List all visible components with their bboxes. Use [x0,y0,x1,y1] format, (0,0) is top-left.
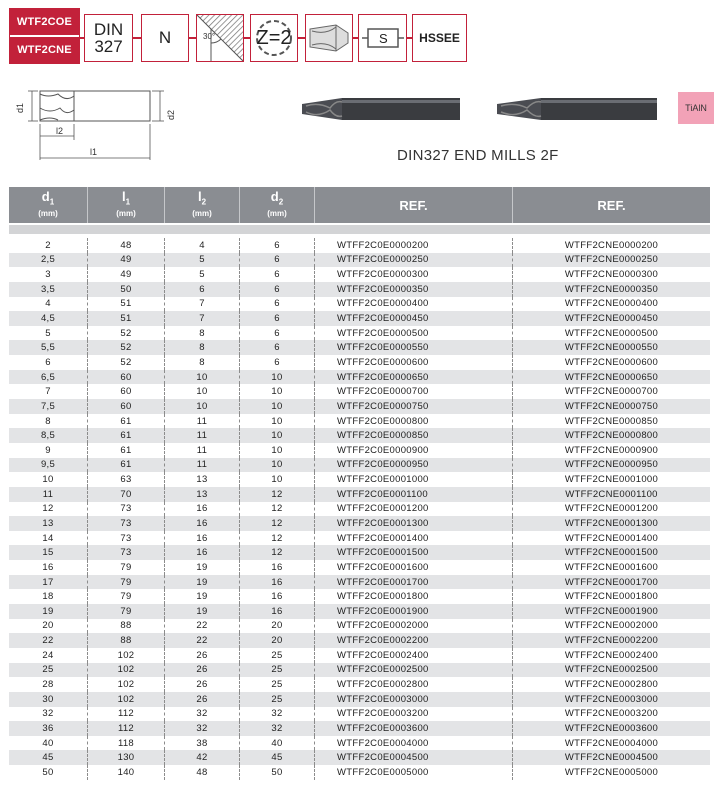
table-cell: 6 [240,355,315,370]
table-cell: 40 [240,736,315,751]
table-cell: WTFF2CNE0004500 [564,752,659,764]
table-cell: WTFF2C0E0001600 [315,560,513,575]
table-cell: 26 [165,677,240,692]
table-row [9,238,710,253]
table-row [9,399,710,414]
table-header [9,187,710,223]
table-cell: 60 [88,370,165,385]
table-cell: 28 [9,677,88,692]
svg-text:l1: l1 [90,147,98,157]
table-cell: 79 [88,589,165,604]
table-body [9,238,710,780]
table-cell: 51 [88,311,165,326]
col-l2: $l_2$ (mm) [165,187,240,223]
table-cell: 63 [88,472,165,487]
col-d1: $d_1$ (mm) [9,187,88,223]
table-cell: 16 [240,560,315,575]
table-cell: 10 [240,458,315,473]
table-cell: 12 [240,502,315,517]
table-cell: 73 [88,545,165,560]
table-cell: WTFF2C0E0001400 [315,531,513,546]
table-row [9,531,710,546]
table-cell: 130 [88,750,165,765]
table-cell: 73 [88,531,165,546]
table-row [9,267,710,282]
table-cell: 16 [240,589,315,604]
col-ref-coe: REF. [315,187,513,223]
table-cell: WTFF2CNE0004000 [564,737,659,749]
end-mill-photo-cne [497,92,657,126]
table-row [9,604,710,619]
table-cell: WTFF2CNE0001800 [564,591,659,603]
table-cell: WTFF2CNE0000750 [564,400,659,412]
table-cell: 10 [240,384,315,399]
table-cell: 102 [88,692,165,707]
table-cell: 6 [165,282,240,297]
table-cell: WTFF2C0E0002000 [315,619,513,634]
table-cell: 50 [88,282,165,297]
connector [133,37,141,39]
table-cell: 25 [240,648,315,663]
table-cell: 19 [9,604,88,619]
table-cell: 73 [88,502,165,517]
table-cell: 10 [240,399,315,414]
table-cell: 48 [88,238,165,253]
table-cell: WTFF2C0E0002400 [315,648,513,663]
table-cell: 12 [240,531,315,546]
table-cell: 16 [9,560,88,575]
table-cell: WTFF2C0E0005000 [315,765,513,780]
table-cell: WTFF2C0E0000350 [315,282,513,297]
table-row [9,589,710,604]
product-title: DIN327 END MILLS 2F [397,147,559,164]
table-cell: 5,5 [9,340,88,355]
table-cell: WTFF2CNE0001200 [564,503,659,515]
table-cell: 10 [165,370,240,385]
table-cell: WTFF2CNE0000350 [564,283,659,295]
cutting-edge-icon [306,15,352,61]
table-cell: 11 [165,414,240,429]
table-cell: 7 [165,311,240,326]
table-cell: WTFF2CNE0002800 [564,679,659,691]
table-cell: 22 [165,633,240,648]
table-cell: WTFF2C0E0000900 [315,443,513,458]
table-cell: WTFF2C0E0002200 [315,633,513,648]
table-cell: 20 [240,633,315,648]
table-cell: WTFF2C0E0000750 [315,399,513,414]
table-cell: 73 [88,516,165,531]
table-cell: WTFF2CNE0000800 [564,430,659,442]
type-badge: N [141,14,189,62]
svg-text:d2: d2 [166,109,176,120]
table-cell: 5 [9,326,88,341]
table-row [9,428,710,443]
table-cell: 22 [165,619,240,634]
table-cell: 32 [165,707,240,722]
table-cell: WTFF2C0E0000700 [315,384,513,399]
table-row [9,487,710,502]
table-cell: 61 [88,414,165,429]
table-cell: WTFF2CNE0001500 [564,547,659,559]
coating-badge: TiAlN [678,92,714,124]
helix-angle-icon [197,15,243,61]
table-cell: 16 [240,575,315,590]
table-cell: 22 [9,633,88,648]
table-cell: 25 [9,663,88,678]
table-cell: WTFF2CNE0000200 [564,239,659,251]
table-cell: 4 [9,297,88,312]
table-cell: 20 [9,619,88,634]
table-cell: 79 [88,560,165,575]
table-row [9,765,710,780]
table-row [9,545,710,560]
table-cell: 7,5 [9,399,88,414]
table-cell: WTFF2CNE0001000 [564,474,659,486]
cut-type-badge [305,14,353,62]
table-row [9,750,710,765]
table-cell: 25 [240,663,315,678]
table-cell: 48 [165,765,240,780]
table-cell: 32 [240,707,315,722]
table-cell: WTFF2CNE0000850 [564,415,659,427]
table-row [9,297,710,312]
svg-text:30°: 30° [203,32,216,41]
table-cell: WTFF2C0E0004500 [315,750,513,765]
table-cell: WTFF2CNE0002000 [564,620,659,632]
table-cell: 70 [88,487,165,502]
table-cell: 50 [240,765,315,780]
table-cell: 19 [165,589,240,604]
table-cell: WTFF2C0E0003200 [315,707,513,722]
table-cell: 9,5 [9,458,88,473]
table-cell: 17 [9,575,88,590]
table-cell: 8 [9,414,88,429]
table-cell: 102 [88,648,165,663]
table-cell: WTFF2CNE0000500 [564,327,659,339]
table-cell: 118 [88,736,165,751]
table-cell: WTFF2C0E0002500 [315,663,513,678]
table-row [9,721,710,736]
table-cell: 10 [240,472,315,487]
table-cell: 30 [9,692,88,707]
table-cell: WTFF2CNE0000550 [564,342,659,354]
table-row [9,633,710,648]
table-cell: 26 [165,692,240,707]
table-cell: 38 [165,736,240,751]
table-cell: WTFF2C0E0000550 [315,340,513,355]
table-cell: WTFF2C0E0000200 [315,238,513,253]
table-cell: WTFF2C0E0001800 [315,589,513,604]
table-cell: 88 [88,619,165,634]
table-row [9,370,710,385]
table-cell: 8 [165,326,240,341]
table-cell: 79 [88,604,165,619]
table-cell: WTFF2CNE0003600 [564,722,659,734]
table-cell: 10 [165,399,240,414]
table-cell: 6 [240,282,315,297]
table-cell: 24 [9,648,88,663]
table-cell: WTFF2C0E0000800 [315,414,513,429]
table-cell: 50 [9,765,88,780]
table-cell: 3 [9,267,88,282]
table-cell: 3,5 [9,282,88,297]
table-cell: WTFF2CNE0001100 [565,488,658,500]
table-cell: WTFF2C0E0003600 [315,721,513,736]
code-coe: WTF2COE [10,9,79,37]
table-cell: 10 [240,370,315,385]
end-mill-photo-coe [302,92,460,126]
table-cell: 16 [165,516,240,531]
table-row [9,443,710,458]
table-cell: 6 [240,238,315,253]
table-cell: 51 [88,297,165,312]
table-cell: WTFF2CNE0000900 [564,444,659,456]
table-cell: WTFF2C0E0000250 [315,253,513,268]
table-row [9,253,710,268]
table-cell: 45 [240,750,315,765]
table-cell: WTFF2CNE0000250 [564,254,659,266]
table-cell: WTFF2C0E0000950 [315,458,513,473]
table-cell: WTFF2CNE0001600 [564,561,659,573]
end-mill-diagram [8,88,188,168]
table-cell: WTFF2CNE0000450 [564,313,659,325]
table-cell: 112 [88,721,165,736]
table-cell: 10 [240,428,315,443]
table-cell: 32 [240,721,315,736]
table-cell: 16 [165,545,240,560]
table-cell: 11 [165,443,240,458]
svg-text:d1: d1 [15,102,25,113]
shank-badge [358,14,407,62]
table-cell: 52 [88,340,165,355]
table-row [9,311,710,326]
table-cell: 11 [165,428,240,443]
table-cell: 19 [165,560,240,575]
table-cell: 10 [9,472,88,487]
table-cell: 8 [165,355,240,370]
table-cell: WTFF2C0E0000650 [315,370,513,385]
table-cell: WTFF2C0E0000500 [315,326,513,341]
table-cell: 52 [88,326,165,341]
header-gap-band [9,225,710,234]
table-cell: 61 [88,428,165,443]
shank-icon [360,15,406,61]
table-cell: WTFF2C0E0001500 [315,545,513,560]
table-cell: WTFF2C0E0000600 [315,355,513,370]
table-row [9,355,710,370]
helix-angle-badge [196,14,244,62]
table-cell: WTFF2CNE0000700 [564,386,659,398]
table-cell: 42 [165,750,240,765]
table-cell: 26 [165,663,240,678]
table-cell: 25 [240,677,315,692]
table-cell: 13 [165,487,240,502]
code-cne: WTF2CNE [10,37,79,63]
table-cell: WTFF2C0E0001300 [315,516,513,531]
table-row [9,707,710,722]
table-cell: 61 [88,443,165,458]
table-cell: 6 [9,355,88,370]
table-cell: 25 [240,692,315,707]
table-cell: 19 [165,604,240,619]
table-cell: WTFF2C0E0004000 [315,736,513,751]
col-ref-cne: REF. [597,197,626,213]
table-cell: 9 [9,443,88,458]
table-cell: 6,5 [9,370,88,385]
table-cell: 140 [88,765,165,780]
table-row [9,736,710,751]
table-cell: 49 [88,267,165,282]
table-cell: 12 [240,487,315,502]
table-cell: 6 [240,297,315,312]
standard-badge: DIN 327 [84,14,133,62]
table-cell: WTFF2C0E0001100 [315,487,513,502]
table-cell: 79 [88,575,165,590]
table-cell: 49 [88,253,165,268]
table-cell: WTFF2CNE0000400 [564,298,659,310]
table-cell: 11 [165,458,240,473]
table-cell: 12 [240,516,315,531]
table-cell: 60 [88,384,165,399]
table-cell: WTFF2CNE0005000 [564,766,659,778]
table-cell: WTFF2CNE0000300 [564,269,659,281]
table-cell: 5 [165,253,240,268]
table-cell: 19 [165,575,240,590]
table-row [9,692,710,707]
table-cell: WTFF2CNE0000650 [564,371,659,383]
table-row [9,677,710,692]
table-row [9,663,710,678]
col-l1: $l_1$ (mm) [88,187,165,223]
table-cell: 15 [9,545,88,560]
table-cell: 102 [88,677,165,692]
table-cell: WTFF2C0E0000400 [315,297,513,312]
table-cell: WTFF2C0E0000850 [315,428,513,443]
table-cell: WTFF2CNE0000600 [564,356,659,368]
table-cell: 32 [165,721,240,736]
connector [189,37,196,39]
table-row [9,575,710,590]
svg-text:l2: l2 [56,126,64,136]
table-cell: 52 [88,355,165,370]
table-cell: 32 [9,707,88,722]
table-cell: WTFF2CNE0001300 [564,517,659,529]
table-cell: 61 [88,458,165,473]
table-cell: 16 [240,604,315,619]
table-cell: 6 [240,326,315,341]
table-cell: 10 [240,443,315,458]
table-cell: WTFF2C0E0002800 [315,677,513,692]
table-cell: 16 [165,531,240,546]
table-cell: 16 [165,502,240,517]
table-cell: 6 [240,267,315,282]
flutes-badge: Z=2 [250,14,298,62]
table-cell: WTFF2C0E0001900 [315,604,513,619]
table-cell: WTFF2CNE0002400 [564,649,659,661]
table-cell: 10 [240,414,315,429]
table-cell: 4 [165,238,240,253]
table-cell: WTFF2C0E0000300 [315,267,513,282]
table-row [9,472,710,487]
table-cell: WTFF2CNE0001400 [564,532,659,544]
table-cell: 12 [240,545,315,560]
table-cell: WTFF2CNE0000950 [564,459,659,471]
table-cell: WTFF2CNE0002500 [564,664,659,676]
table-row [9,516,710,531]
table-cell: 60 [88,399,165,414]
table-cell: 102 [88,663,165,678]
table-row [9,384,710,399]
table-cell: 18 [9,589,88,604]
table-cell: 8,5 [9,428,88,443]
product-code-badge [9,8,80,64]
table-cell: 8 [165,340,240,355]
table-cell: 6 [240,340,315,355]
table-cell: WTFF2C0E0001700 [315,575,513,590]
table-cell: 26 [165,648,240,663]
table-cell: 2,5 [9,253,88,268]
table-cell: 6 [240,253,315,268]
table-cell: 40 [9,736,88,751]
table-cell: 45 [9,750,88,765]
table-row [9,414,710,429]
col-d2: $d_2$ (mm) [240,187,315,223]
table-cell: 2 [9,238,88,253]
table-cell: 5 [165,267,240,282]
table-cell: WTFF2CNE0003200 [564,708,659,720]
table-cell: 36 [9,721,88,736]
table-row [9,560,710,575]
material-badge: HSSEE [412,14,467,62]
table-cell: 7 [9,384,88,399]
table-row [9,340,710,355]
table-cell: WTFF2CNE0002200 [564,635,659,647]
table-cell: WTFF2CNE0003000 [564,693,659,705]
table-cell: WTFF2C0E0001000 [315,472,513,487]
table-cell: 13 [165,472,240,487]
table-row [9,282,710,297]
table-row [9,648,710,663]
table-cell: WTFF2C0E0001200 [315,502,513,517]
table-cell: 13 [9,516,88,531]
table-cell: WTFF2C0E0000450 [315,311,513,326]
table-cell: 112 [88,707,165,722]
table-cell: WTFF2CNE0001900 [564,605,659,617]
table-cell: 11 [9,487,88,502]
table-cell: 4,5 [9,311,88,326]
table-cell: 7 [165,297,240,312]
table-cell: 12 [9,502,88,517]
table-cell: WTFF2CNE0001700 [564,576,659,588]
table-row [9,619,710,634]
table-cell: 10 [165,384,240,399]
connector [298,37,305,39]
table-cell: 88 [88,633,165,648]
table-cell: 6 [240,311,315,326]
table-row [9,458,710,473]
table-row [9,502,710,517]
svg-text:S: S [378,31,388,46]
table-cell: 14 [9,531,88,546]
table-cell: WTFF2C0E0003000 [315,692,513,707]
table-cell: 20 [240,619,315,634]
table-row [9,326,710,341]
